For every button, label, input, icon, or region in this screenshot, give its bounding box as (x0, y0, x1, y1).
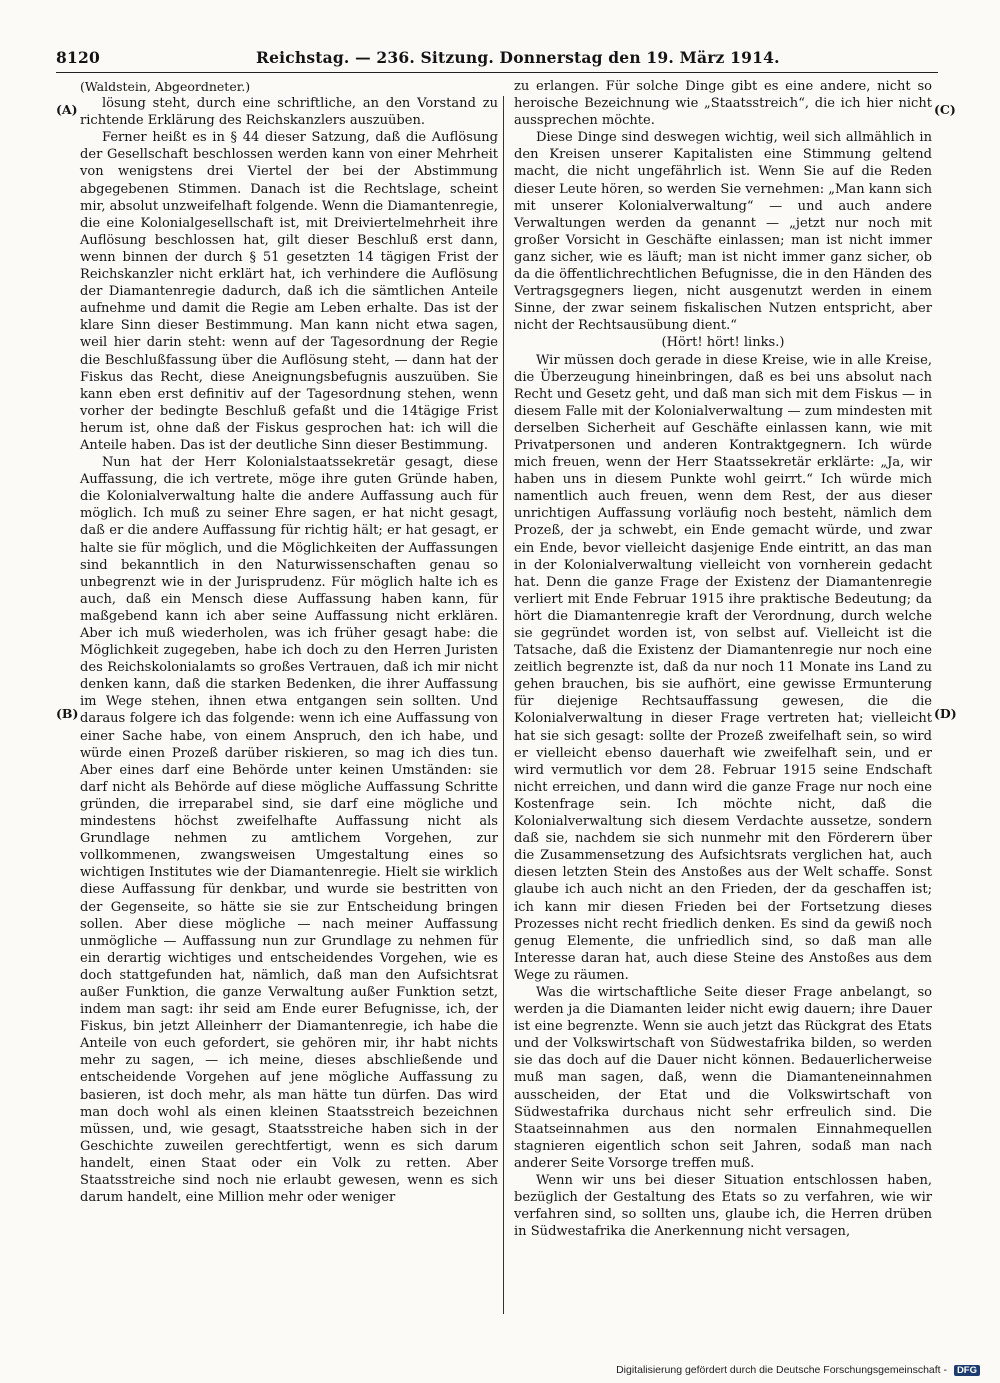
paragraph: Nun hat der Herr Kolonialstaatssekretär gesagt, diese Auffassung, die ich vertrete, möge ihre guten Gründe haben, die Kolonialverwaltung halte die andere Auffassung auch für möglich. Ich muß zu seiner Ehre sagen, er hat nicht gesagt, daß er die andere Auffassung für richtig hält; er hat gesagt, er halte sie für möglich, und die Möglichkeiten der Auffassungen sind bekanntlich in den Naturwissenschaften genau so unbegrenzt wie in der Jurisprudenz. Für möglich halte ich es auch, daß ein Mensch diese Auffassung haben kann, für maßgebend kann ich aber seine Auffassung nicht erklären. Aber ich muß wiederholen, was ich früher gesagt habe: die Möglichkeit zugegeben, habe ich doch zu den Herren Juristen des Reichskolonialamts so großes Vertrauen, daß ich mir nicht denken kann, daß die starken Bedenken, die ihrer Auffassung im Wege stehen, ihnen etwa entgangen sein sollten. Und daraus folgere ich das folgende: wenn ich eine Auffassung von einer Sache habe, von einem Anspruch, den ich habe, und würde einen Prozeß darüber riskieren, so mag ich dies tun. Aber eines darf eine Behörde unter keinen Umständen: sie darf nicht als Behörde auf diese mögliche Auffassung Schritte gründen, die irreparabel sind, sie darf eine mögliche und mindestens höchst zweifelhafte Auffassung nicht als Grundlage nehmen zu amtlichem Vorgehen, zur vollkommenen, zwangsweisen Umgestaltung eines so wichtigen Institutes wie der Diamantenregie. Hielt sie wirklich diese Auffassung für denkbar, und wurde sie bestritten von der Gegenseite, so hätte sie sie zur Entscheidung bringen sollen. Aber diese mögliche — nach meiner Auffassung unmögliche — Auffassung nun zur Grundlage zu nehmen für ein derartig wichtiges und entscheidendes Vorgehen, wie es doch stattgefunden hat, nämlich, daß man den Aufsichtsrat außer Funktion, die ganze Verwaltung außer Funktion setzt, indem man sagt: ihr seid am Ende eurer Befugnisse, ich, der Fiskus, bin jetzt Alleinherr der Diamantenregie, ich habe die Anteile von euch gefordert, sie gehören mir, ihr habt nichts mehr zu sagen, — ich meine, dieses abschließende und entscheidende Vorgehen auf jene mögliche Auffassung zu basieren, ist doch mehr, als man hätte tun dürfen. Das wird man doch wohl als einen kleinen Staatsstreich bezeichnen müssen, und, wie gesagt, Staatsstreiche haben sich in der Geschichte zuweilen gerechtfertigt, wenn es sich darum handelt, einen Staat oder ein Volk zu retten. Aber Staatsstreiche sind noch nie erlaubt gewesen, wenn es sich darum handelt, eine Million mehr oder weniger (80, 455, 498, 1206)
dfg-logo: DFG (954, 1365, 980, 1376)
header-rule (56, 72, 938, 73)
page-header (56, 48, 936, 72)
digitization-footer (616, 1364, 980, 1376)
paragraph: lösung steht, durch eine schriftliche, an den Vorstand zu richtende Erklärung des Reichskanzlers auszuüben. (80, 96, 498, 129)
margin-mark-d: (D) (934, 706, 957, 721)
paragraph: Wir müssen doch gerade in diese Kreise, wie in alle Kreise, die Überzeugung hineinbringen, daß es bei uns absolut nach Recht und Gesetz geht, und daß man sich mit dem Fiskus — in diesem Falle mit der Kolonialverwaltung — zum mindesten mit derselben Sicherheit auf Geschäfte einlassen kann, wie mit Privatpersonen und anderen Kontraktgegnern. Ich würde mich freuen, wenn der Herr Staatssekretär erklärte: „Ja, wir haben uns in diesem Punkte wohl geirrt.“ Ich würde mich namentlich auch freuen, wenn dem Rest, der aus dieser unrichtigen Auffassung vorläufig noch besteht, nämlich dem Prozeß, der ja schwebt, ein Ende gemacht würde, und zwar ein Ende, bevor vielleicht dasjenige Ende eintritt, an das man in der Kolonialverwaltung vielleicht von vornherein gedacht hat. Denn die ganze Frage der Existenz der Diamantenregie verliert mit Ende Februar 1915 ihre praktische Bedeutung; da hört die Diamantenregie kraft der Verordnung, durch welche sie gegründet worden ist, von selbst auf. Vielleicht ist die Tatsache, daß die Existenz der Diamantenregie nur noch eine zeitlich begrenzte ist, daß da nur noch 11 Monate ins Land zu gehen brauchen, bis sie aufhört, eine gewisse Ermunterung für diejenige Rechtsauffassung gewesen, die die Kolonialverwaltung in dieser Frage vertreten hat; vielleicht hat sie sich gesagt: sollte der Prozeß zweifelhaft sein, so wird er vielleicht ebenso dauerhaft wie zweifelhaft sein, und er wird vermutlich vor dem 28. Februar 1915 seine Endschaft nicht erreichen, und dann wird die ganze Frage nur noch eine Kostenfrage sein. Ich möchte nicht, daß die Kolonialverwaltung sich diesem Verdachte aussetze, sondern daß sie, nachdem sie sich nunmehr mit den Förderern über die Zusammensetzung des Aufsichtsrats verglichen hat, auch diesen letzten Stein des Anstoßes aus der Welt schaffe. Sonst glaube ich auch nicht an den Frieden, der da geschaffen ist; ich kann mir diesen Frieden bei der Fortsetzung dieses Prozesses nicht recht friedlich denken. Es sind da gewiß noch genug Elemente, die unfriedlich sind, so daß man alle Interesse daran hat, auch diese Steine des Anstoßes aus dem Wege zu räumen. (514, 352, 932, 983)
right-column (514, 78, 932, 1240)
interjection: (Hört! hört! links.) (661, 335, 785, 351)
paragraph: Was die wirtschaftliche Seite dieser Frage anbelangt, so werden ja die Diamanten leider nicht ewig dauern; ihre Dauer ist eine begrenzte. Wenn sie auch jetzt das Rückgrat des Etats und der Volkswirtschaft von Südwestafrika bilden, so werden sie das doch auf die Dauer nicht können. Bedauerlicherweise muß man sagen, daß, wenn die Diamanteneinnahmen ausscheiden, der Etat und die Volkswirtschaft von Südwestafrika durchaus nicht sehr erfreulich sind. Die Staatseinnahmen aus den normalen Einnahmequellen stagnieren eigentlich schon seit Jahren, sodaß man nach anderer Seite Vorsorge treffen muß. (514, 984, 932, 1171)
margin-mark-a: (A) (56, 102, 78, 117)
footer-text: Digitalisierung gefördert durch die Deutsche Forschungsgemeinschaft - (616, 1364, 948, 1376)
left-column (80, 78, 498, 1206)
column-divider (503, 96, 504, 1314)
page-number: 8120 (56, 48, 100, 67)
paragraph: zu erlangen. Für solche Dinge gibt es eine andere, nicht so heroische Bezeichnung wie „Staatsstreich“, die ich hier nicht aussprechen möchte. (514, 79, 932, 129)
running-head: Reichstag. — 236. Sitzung. Donnerstag den 19. März 1914. (256, 48, 780, 67)
paragraph: Diese Dinge sind deswegen wichtig, weil sich allmählich in den Kreisen unserer Kapitalisten eine Stimmung geltend macht, die nicht ungefährlich ist. Wenn Sie auf die Reden dieser Leute hören, so werden Sie vernehmen: „Man kann sich mit unserer Kolonialverwaltung“ — und auch andere Verwaltungen werden da genannt — „jetzt nur noch mit großer Vorsicht in Geschäfte einlassen; man ist nicht immer ganz sicher, wie es läuft; man ist nicht immer ganz sicher, ob da die öffentlichrechtlichen Befugnisse, die in den Händen des Vertragsgegners liegen, nicht ausgenutzt werden in einem Sinne, der zwar seinem fiskalischen Nutzen entspricht, aber nicht der Rechtsausübung dient.“ (514, 130, 932, 334)
speaker-attribution: (Waldstein, Abgeordneter.) (80, 79, 251, 94)
margin-mark-c: (C) (934, 102, 956, 117)
paragraph: Ferner heißt es in § 44 dieser Satzung, daß die Auflösung der Gesellschaft beschlossen werden kann von einer Mehrheit von wenigstens drei Viertel der bei der Abstimmung abgegebenen Stimmen. Danach ist die Rechtslage, scheint mir, absolut unzweifelhaft folgende. Wenn die Diamantenregie, die eine Kolonialgesellschaft ist, mit Dreiviertelmehrheit ihre Auflösung beschlossen hat, gilt dieser Beschluß erst dann, wenn binnen der durch § 51 gesetzten 14 tägigen Frist der Reichskanzler nicht erklärt hat, ich verhindere die Auflösung der Diamantenregie dadurch, daß ich die sämtlichen Anteile aufnehme und damit die Regie am Leben erhalte. Das ist der klare Sinn dieser Bestimmung. Man kann nicht etwa sagen, weil hier darin steht: wenn auf der Tagesordnung der Regie die Beschlußfassung über die Auflösung steht, — dann hat der Fiskus das Recht, diese Aneignungsbefugnis auszuüben. Sie kann eben erst definitiv auf der Tagesordnung stehen, wenn vorher der bedingte Beschluß gefaßt und die 14tägige Frist herum ist, ohne daß der Fiskus gesprochen hat: ich will die Anteile haben. Das ist der deutliche Sinn dieser Bestimmung. (80, 130, 498, 453)
margin-mark-b: (B) (56, 706, 79, 721)
paragraph: Wenn wir uns bei dieser Situation entschlossen haben, bezüglich der Gestaltung des Etats so zu verfahren, wie wir verfahren sind, so sollten uns, glaube ich, die Herren drüben in Südwestafrika die Anerkennung nicht versagen, (514, 1173, 932, 1240)
